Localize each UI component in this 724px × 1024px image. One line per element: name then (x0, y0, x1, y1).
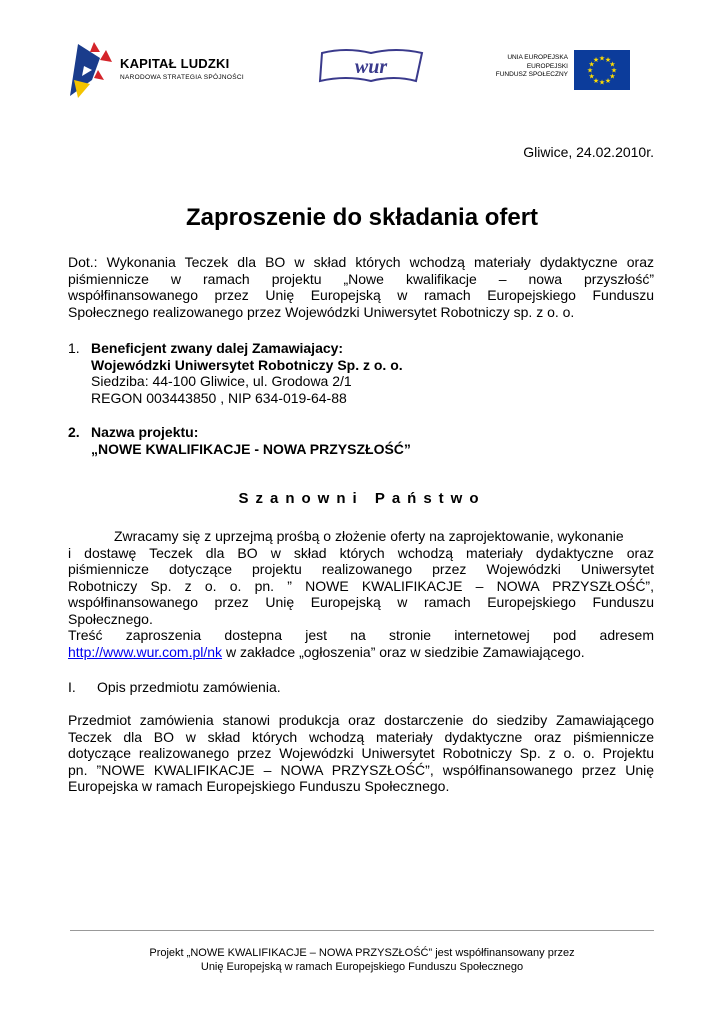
eu-star-icon: ★ (588, 61, 595, 69)
subject-line: Społecznego realizowanego przez Wojewódzki Uniwersytet Robotniczy sp. z o. o. (68, 303, 575, 320)
footer-line-2: Unię Europejską w ramach Europejskiego Funduszu Społecznego (200, 961, 524, 973)
section-1-heading: Beneficjent zwany dalej Zamawiajacy: (91, 340, 344, 356)
beneficiary-regon: REGON 003443850 , NIP 634-019-64-88 (91, 389, 347, 406)
body-line: piśmiennicze dotyczące projektu realizowanego przez Wojewódzki Uniwersytet (68, 561, 654, 577)
section-2 (91, 424, 411, 457)
eu-star-icon: ★ (598, 55, 606, 63)
eu-title: UNIA EUROPEJSKA (507, 54, 568, 61)
eu-star-icon: ★ (592, 77, 600, 85)
website-link[interactable]: http://www.wur.com.pl/nk (68, 643, 223, 660)
section-1 (91, 340, 403, 406)
subject-line: współfinansowanego przez Unię Europejską w ramach Europejskiego Funduszu (68, 287, 654, 303)
eu-star-icon: ★ (609, 73, 616, 81)
body-line: Robotniczy Sp. z o. o. pn. ” NOWE KWALIFIKACJE – NOWA PRZYSZŁOŚĆ”, (68, 577, 654, 594)
eu-star-icon: ★ (604, 77, 612, 85)
body-line: i dostawę Teczek dla BO w skład których wchodzą materiały dydaktyczne oraz (68, 544, 654, 561)
footer-line-1: Projekt „NOWE KWALIFIKACJE – NOWA PRZYSZŁOŚĆ” jest współfinansowany przez (149, 947, 575, 959)
section-2-heading: Nazwa projektu: (91, 424, 199, 440)
eu-star-icon: ★ (588, 73, 595, 81)
eu-subtitle-1: EUROPEJSKI (526, 63, 568, 70)
wur-logo-text: wur (354, 56, 388, 78)
wur-logo (316, 45, 426, 87)
body-line: Zwracamy się z uprzejmą prośbą o złożenie oferty na zaprojektowanie, wykonanie (114, 528, 624, 544)
eu-star-icon: ★ (609, 61, 616, 69)
eu-star-icon: ★ (598, 79, 606, 87)
body-line: pn. ”NOWE KWALIFIKACJE – NOWA PRZYSZŁOŚĆ”, współfinansowanego przez Unię (68, 761, 654, 778)
eu-star-icon: ★ (604, 57, 612, 65)
body-paragraph-3 (68, 712, 654, 795)
document-title: Zaproszenie do składania ofert (185, 204, 539, 231)
subject-line: Dot.: Wykonania Teczek dla BO w skład których wchodzą materiały dydaktyczne oraz (68, 254, 654, 270)
body-line-with-link (68, 644, 654, 661)
eu-star-icon: ★ (592, 57, 600, 65)
eu-logo (470, 48, 630, 90)
body-line: Teczek dla BO w skład których wchodzą materiały dydaktyczne oraz piśmiennicze (68, 728, 654, 745)
section-2-number: 2. (68, 424, 80, 440)
greeting: Szanowni Państwo (238, 490, 486, 507)
kapital-ludzki-star-icon (70, 40, 116, 100)
kapital-ludzki-logo (70, 40, 270, 100)
eu-flag-icon (574, 50, 630, 90)
body-line: Europejska w ramach Europejskiego Funduszu Społecznego. (68, 778, 450, 794)
body-line: dotyczące realizowanego przez Wojewódzki Uniwersytet Robotniczy Sp. z o. o. Projektu (68, 745, 654, 761)
eu-subtitle-2: FUNDUSZ SPOŁECZNY (495, 71, 568, 78)
body-line: Przedmiot zamówienia stanowi produkcja oraz dostarczenie do siedziby Zamawiającego (68, 712, 654, 728)
footer (0, 946, 724, 974)
section-I-number: I. (68, 679, 76, 695)
project-name: „NOWE KWALIFIKACJE - NOWA PRZYSZŁOŚĆ” (91, 440, 411, 457)
beneficiary-name: Wojewódzki Uniwersytet Robotniczy Sp. z o. o. (91, 356, 403, 373)
body-paragraph-1 (68, 528, 654, 660)
section-I-heading: Opis przedmiotu zamówienia. (97, 679, 281, 695)
footer-divider (70, 930, 654, 931)
document-date: Gliwice, 24.02.2010r. (523, 144, 654, 160)
body-line: Społecznego. (68, 610, 153, 627)
subject-paragraph (68, 254, 654, 320)
subject-line: piśmiennicze w ramach projektu „Nowe kwalifikacje – nowa przyszłość” (68, 270, 654, 287)
body-line-rest: w zakładce „ogłoszenia” oraz w siedzibie Zamawiającego. (222, 643, 585, 660)
kapital-ludzki-subtitle: NARODOWA STRATEGIA SPÓJNOŚCI (120, 74, 244, 81)
eu-star-icon: ★ (586, 67, 594, 75)
eu-star-icon: ★ (610, 67, 618, 75)
body-line: współfinansowanego przez Unię Europejską w ramach Europejskiego Funduszu (68, 594, 654, 610)
section-1-number: 1. (68, 340, 80, 356)
body-line: Treść zaproszenia dostepna jest na stronie internetowej pod adresem (68, 627, 654, 643)
beneficiary-address: Siedziba: 44-100 Gliwice, ul. Grodowa 2/1 (91, 373, 352, 389)
kapital-ludzki-title: KAPITAŁ LUDZKI (120, 56, 230, 71)
